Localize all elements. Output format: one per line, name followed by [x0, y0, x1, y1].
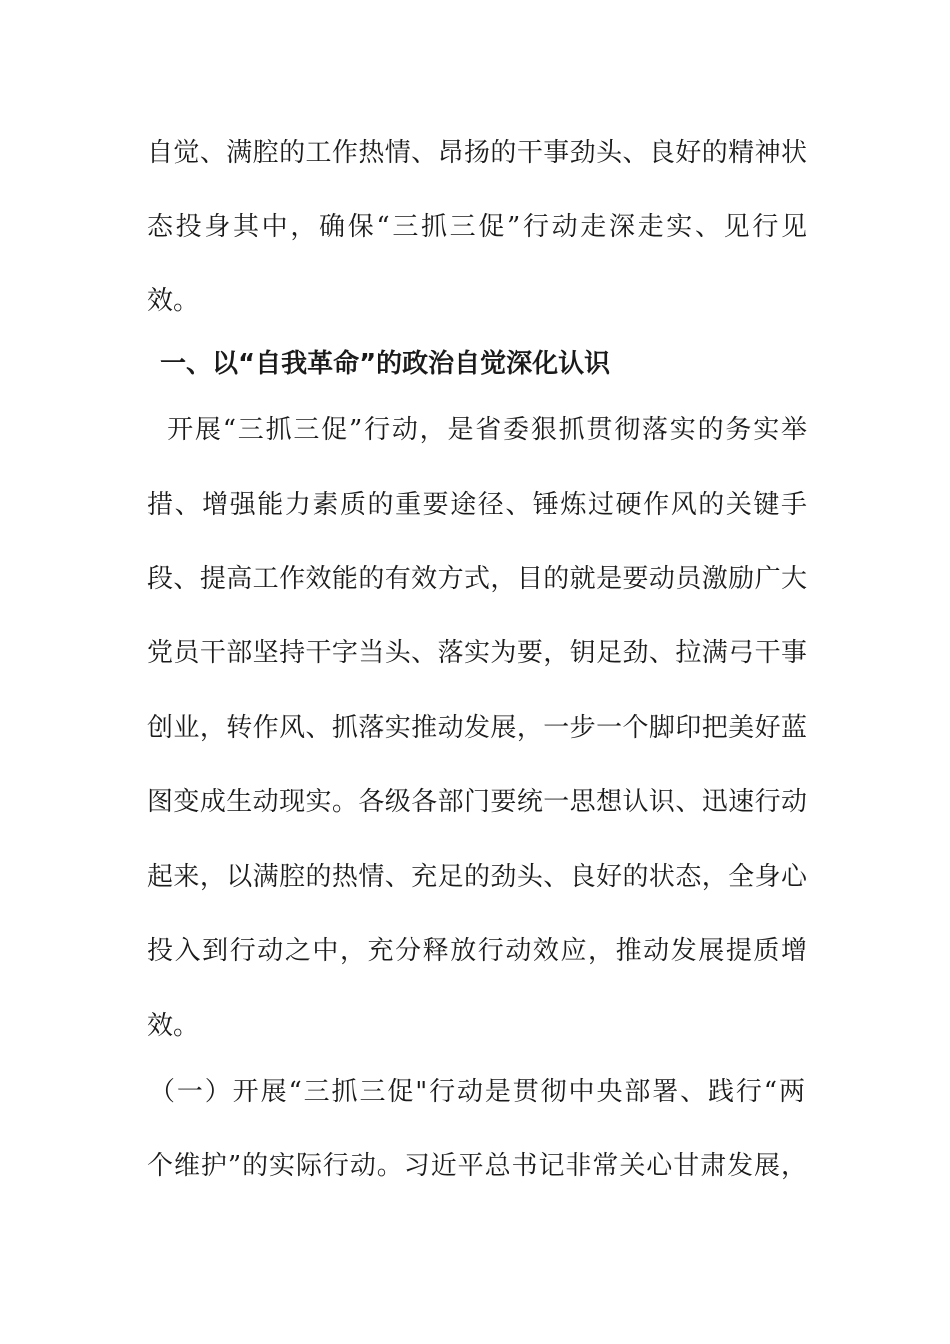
section-heading: 一、以“自我革命”的政治自觉深化认识 [160, 349, 611, 379]
paragraph-1-line-7: 起来，以满腔的热情、充足的劲头、良好的状态，全身心 [147, 862, 807, 892]
paragraph-1-line-1: 开展“三抓三促”行动，是省委狠抓贯彻落实的务实举 [147, 415, 807, 445]
paragraph-2-line-2: 个维护”的实际行动。习近平总书记非常关心甘肃发展， [147, 1151, 807, 1181]
paragraph-1-line-4: 党员干部坚持干字当头、落实为要，钥足劲、拉满弓干事 [147, 638, 807, 668]
paragraph-1-line-5: 创业，转作风、抓落实推动发展，一步一个脚印把美好蓝 [147, 713, 807, 743]
paragraph-1-line-8: 投入到行动之中，充分释放行动效应，推动发展提质增 [147, 936, 807, 966]
intro-line-3: 效。 [147, 286, 200, 316]
paragraph-1-line-9: 效。 [147, 1011, 200, 1041]
intro-line-2: 态投身其中，确保“三抓三促”行动走深走实、见行见 [147, 212, 807, 242]
intro-line-1: 自觉、满腔的工作热情、昂扬的干事劲头、良好的精神状 [147, 138, 807, 168]
paragraph-1-line-6: 图变成生动现实。各级各部门要统一思想认识、迅速行动 [147, 787, 807, 817]
paragraph-2-line-1: （一）开展“三抓三促"行动是贯彻中央部署、践行“两 [149, 1077, 805, 1107]
paragraph-1-line-2: 措、增强能力素质的重要途径、锤炼过硬作风的关键手 [147, 490, 807, 520]
paragraph-1-line-3: 段、提高工作效能的有效方式，目的就是要动员激励广大 [147, 564, 807, 594]
